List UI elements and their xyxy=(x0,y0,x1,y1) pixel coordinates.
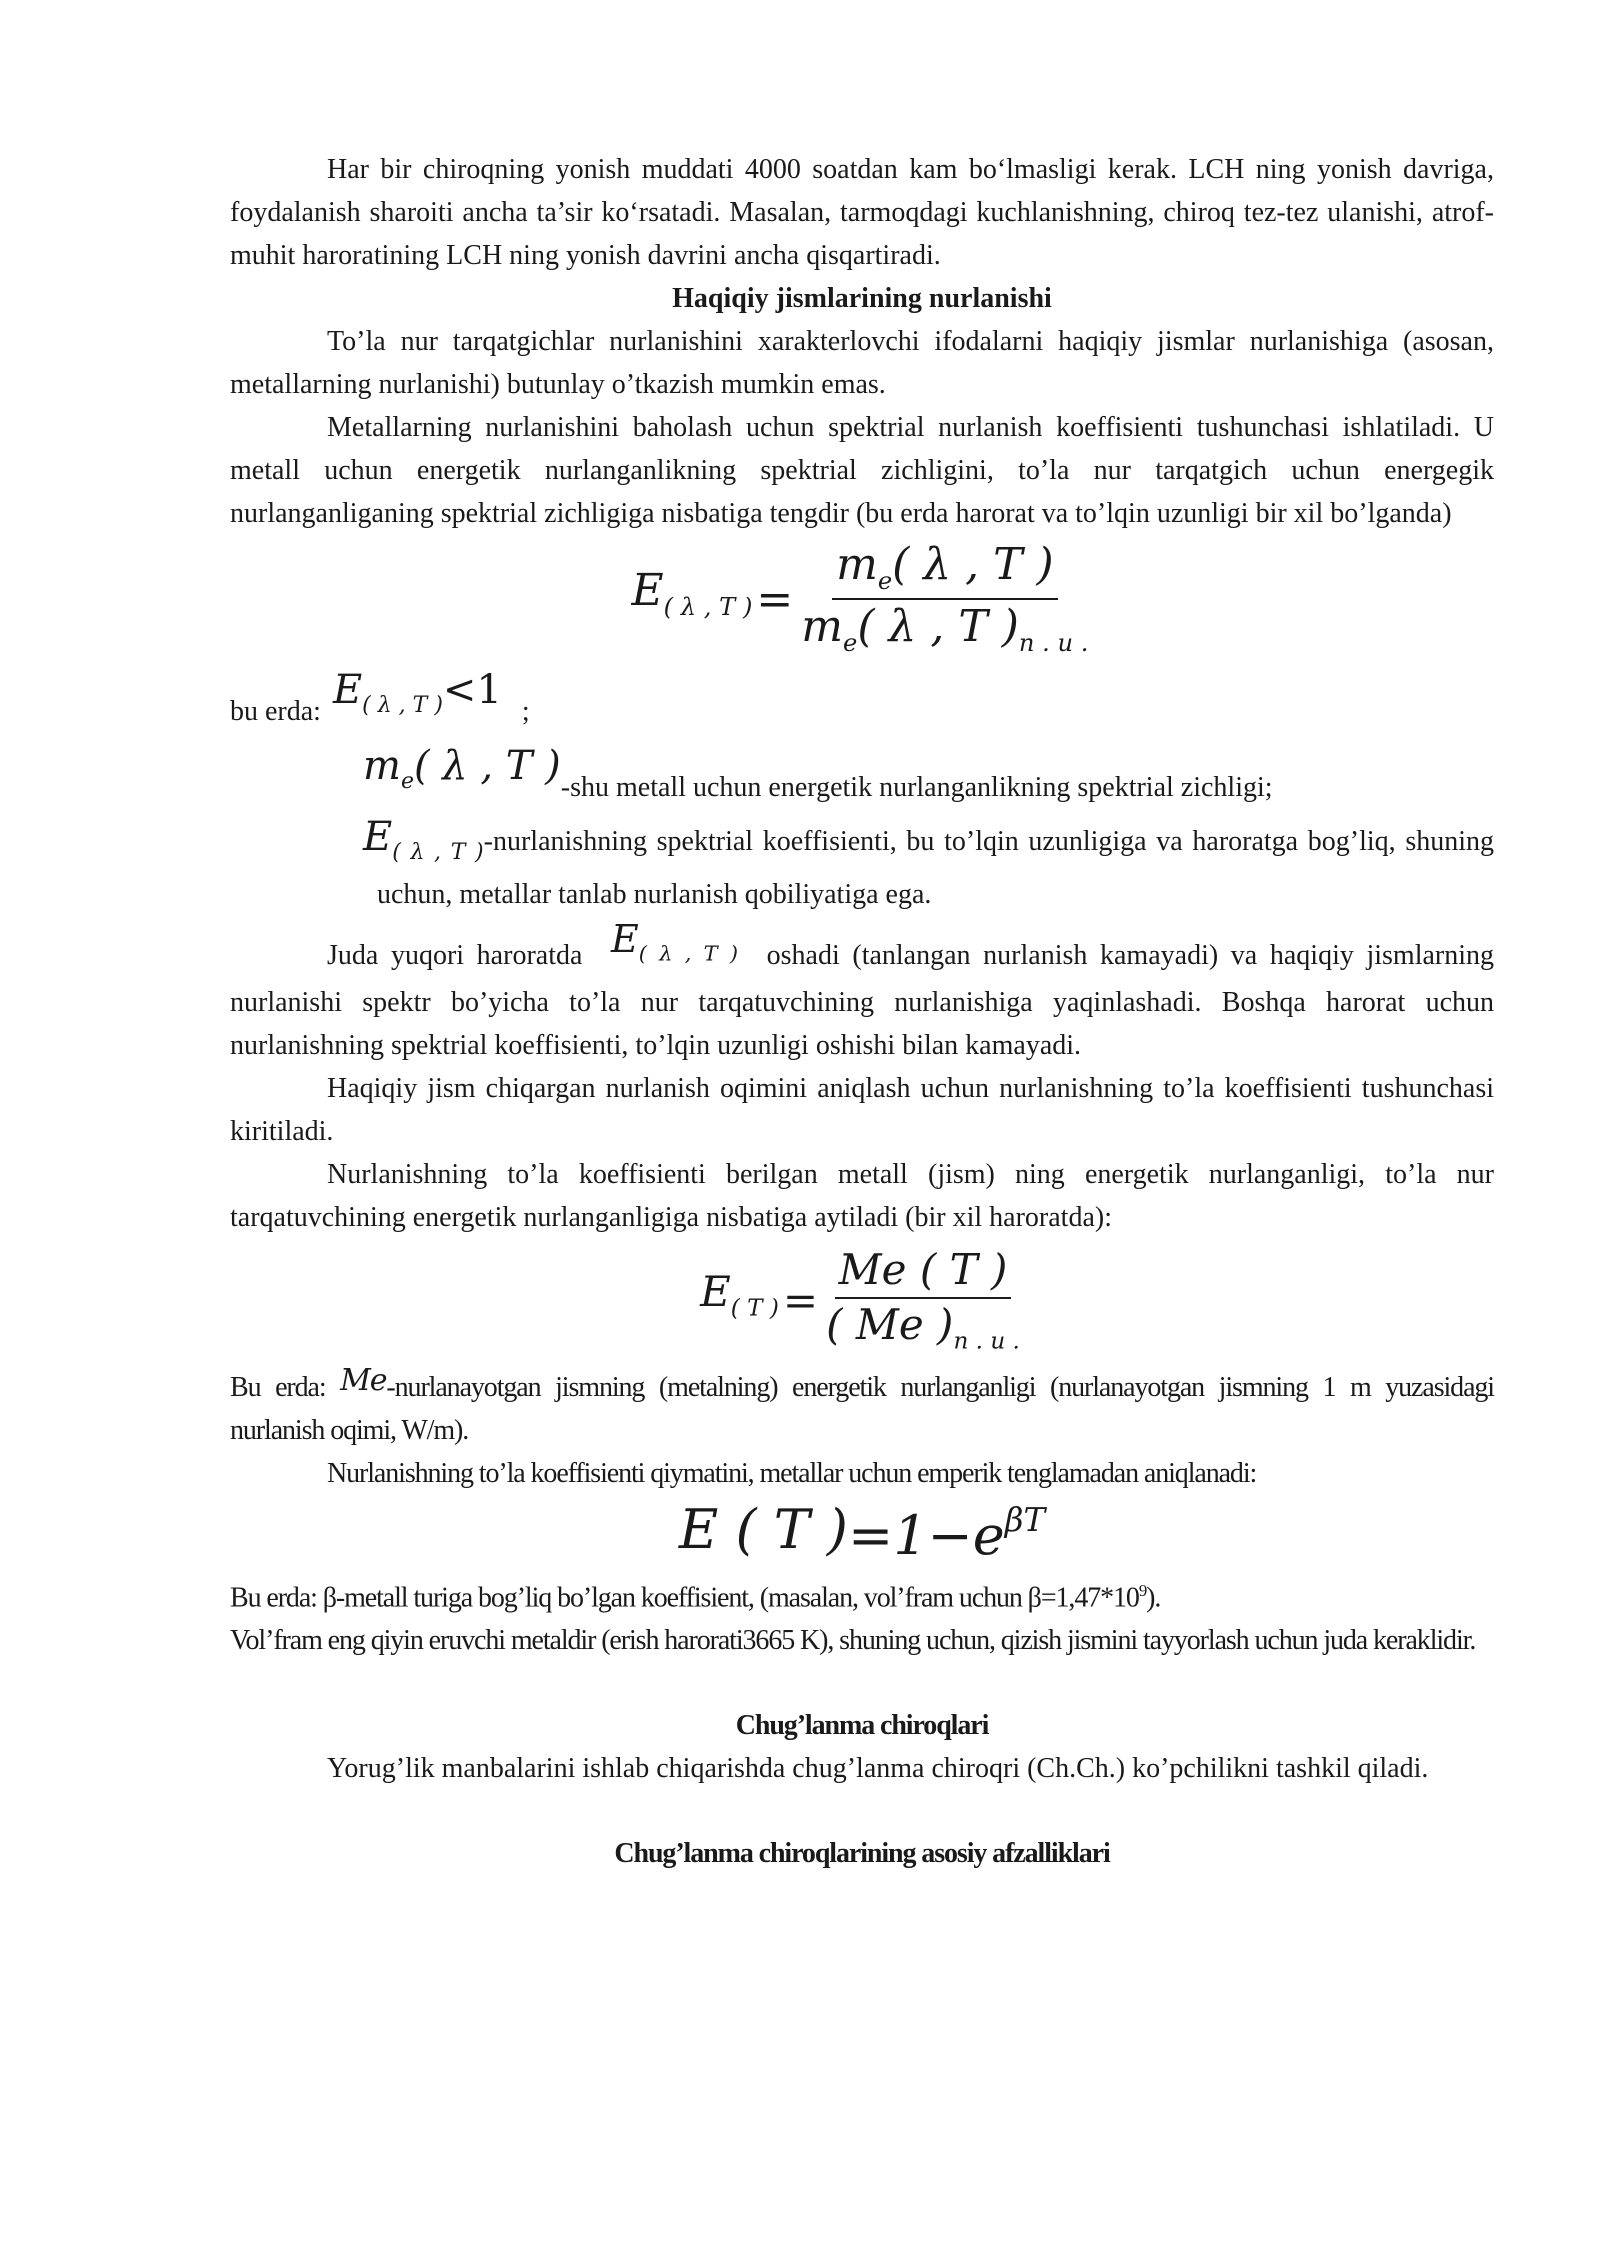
definitions-block xyxy=(230,733,1494,916)
definition-me xyxy=(363,733,1494,809)
formula1-numerator: $m_e$( λ , T ) xyxy=(832,540,1058,600)
formula2-numerator: Me ( T ) xyxy=(835,1246,1012,1298)
paragraph-high-temperature: Juda yuqori haroratda $E_{( \lambda , T )}$ oshadi (tanlangan nurlanish kamayadi) va haqiqiy jismlarning nurlanishi spektr bo’yicha to’la nur tarqatuvchining nurlanishiga yaqinlashadi. Boshqa harorat uchun nurlanishning spektrial koeffisienti, to’lqin uzunligi oshishi bilan kamayadi. xyxy=(230,917,1495,1061)
where-me-symbol: Me xyxy=(340,1362,387,1398)
paragraph-lamp-life: Har bir chiroqning yonish muddati 4000 soatdan kam bo‘lmasligi kerak. LCH ning yonish davriga, foydalanish sharoiti ancha ta’sir ko‘rsatadi. Masalan, tarmoqdagi kuchlanishning, chiroq tez-tez ulanishi, atrof-muhit haroratining LCH ning yonish davrini ancha qisqartiradi. xyxy=(230,154,1494,271)
formula3-lhs: E ( T ) xyxy=(678,1498,848,1562)
definition-e-symbol: $E_{( \lambda , T )}$ xyxy=(363,814,484,865)
heading-real-bodies-radiation: Haqiqiy jismlarining nurlanishi xyxy=(672,283,1052,314)
paragraph-total-coefficient: Nurlanishning to’la koeffisienti berilgan metall (jism) ning energetik nurlanganligi, to’la nur tarqatuvchining energetik nurlanganligiga nisbatiga aytiladi (bir xil haroratda): xyxy=(230,1158,1494,1233)
paragraph-full-radiators: To’la nur tarqatgichlar nurlanishini xarakterlovchi ifodalarni haqiqiy jismlar nurlanishiga (asosan, metallarning nurlanishi) butunlay o’tkazish mumkin emas. xyxy=(230,326,1494,400)
paragraph-beta-coefficient: Bu erda: β-metall turiga bog’liq bo’lgan koeffisient, (masalan, vol’fram uchun $\beta=1,47*10^9$). xyxy=(230,1580,1161,1613)
definition-me-text: -shu metall uchun energetik nurlanganlikning spektrial zichligi; xyxy=(560,772,1273,803)
paragraph-spectral-coefficient: Metallarning nurlanishini baholash uchun spektrial nurlanish koeffisienti tushunchasi ishlatiladi. U metall uchun energetik nurlanganlikning spektrial zichligini, to’la nur tarqatgich uchun energegik nurlanganliganing spektrial zichligiga nisbatiga tengdir (bu erda harorat va to’lqin uzunligi bir xil bo’lganda) xyxy=(230,412,1494,529)
inline-e-symbol: $E_{( \lambda , T )}$ xyxy=(611,917,738,966)
definition-e xyxy=(363,814,1495,916)
condition-semicolon: ; xyxy=(521,696,530,727)
formula2-denominator: ( Me )$_{n . u .}$ xyxy=(826,1299,1020,1355)
paragraph-real-body-flux: Haqiqiy jism chiqargan nurlanish oqimini aniqlash uchun nurlanishning to’la koeffisienti tushunchasi kiritiladi. xyxy=(230,1072,1494,1147)
definition-me-symbol: $m_e$( λ , T ) xyxy=(363,743,561,794)
formula1-equals: = xyxy=(756,573,794,625)
document-page xyxy=(230,148,1494,1875)
where-condition-row xyxy=(230,659,1494,733)
where-me-definition: Bu erda: Me-nurlanayotgan jismning (metalning) energetik nurlanganligi (nurlanayotgan jismning 1 m yuzasidagi nurlanish oqimi, W/m). xyxy=(230,1362,1494,1446)
formula2-lhs: $E_{( T )}$ xyxy=(700,1267,779,1322)
paragraph-tungsten: Vol’fram eng qiyin eruvchi metaldir (erish harorati3665 K), shuning uchun, qizish jismini tayyorlash uchun juda keraklidir. xyxy=(230,1624,1476,1656)
where1-prefix: bu erda: xyxy=(230,696,321,727)
paragraph-incandescent-share: Yorug’lik manbalarini ishlab chiqarishda chug’lanma chiroqri (Ch.Ch.) ko’pchilikni tashkil qiladi. xyxy=(327,1752,1429,1784)
definition-e-text: -nurlanishning spektrial koeffisienti, bu to’lqin uzunligiga va haroratga bog’liq, shuning uchun, metallar tanlab nurlanish qobiliyatiga ega. xyxy=(377,826,1495,910)
formula-spectral-coefficient xyxy=(230,539,1494,659)
formula2-equals: = xyxy=(782,1276,819,1326)
heading-incandescent-advantages: Chug’lanma chiroqlarining asosiy afzalliklari xyxy=(614,1837,1110,1869)
paragraph-empirical-equation: Nurlanishning to’la koeffisienti qiymatini, metallar uchun emperik tenglamadan aniqlanadi: xyxy=(327,1457,1257,1489)
formula1-denominator: $m_e$( λ , T )$_{n . u .}$ xyxy=(801,601,1089,657)
formula1-fraction xyxy=(797,540,1092,657)
formula3-rhs: $=1-e^{\beta T}$ xyxy=(847,1500,1046,1567)
formula-empirical xyxy=(230,1495,1494,1565)
formula2-fraction xyxy=(822,1246,1024,1354)
condition-expression: $E_{( \lambda , T )}<1$ xyxy=(332,667,502,718)
formula-total-coefficient xyxy=(230,1239,1494,1363)
heading-incandescent-lamps: Chug’lanma chiroqlari xyxy=(735,1709,989,1741)
formula1-lhs: $E_{( \lambda , T )}$ xyxy=(631,565,753,621)
